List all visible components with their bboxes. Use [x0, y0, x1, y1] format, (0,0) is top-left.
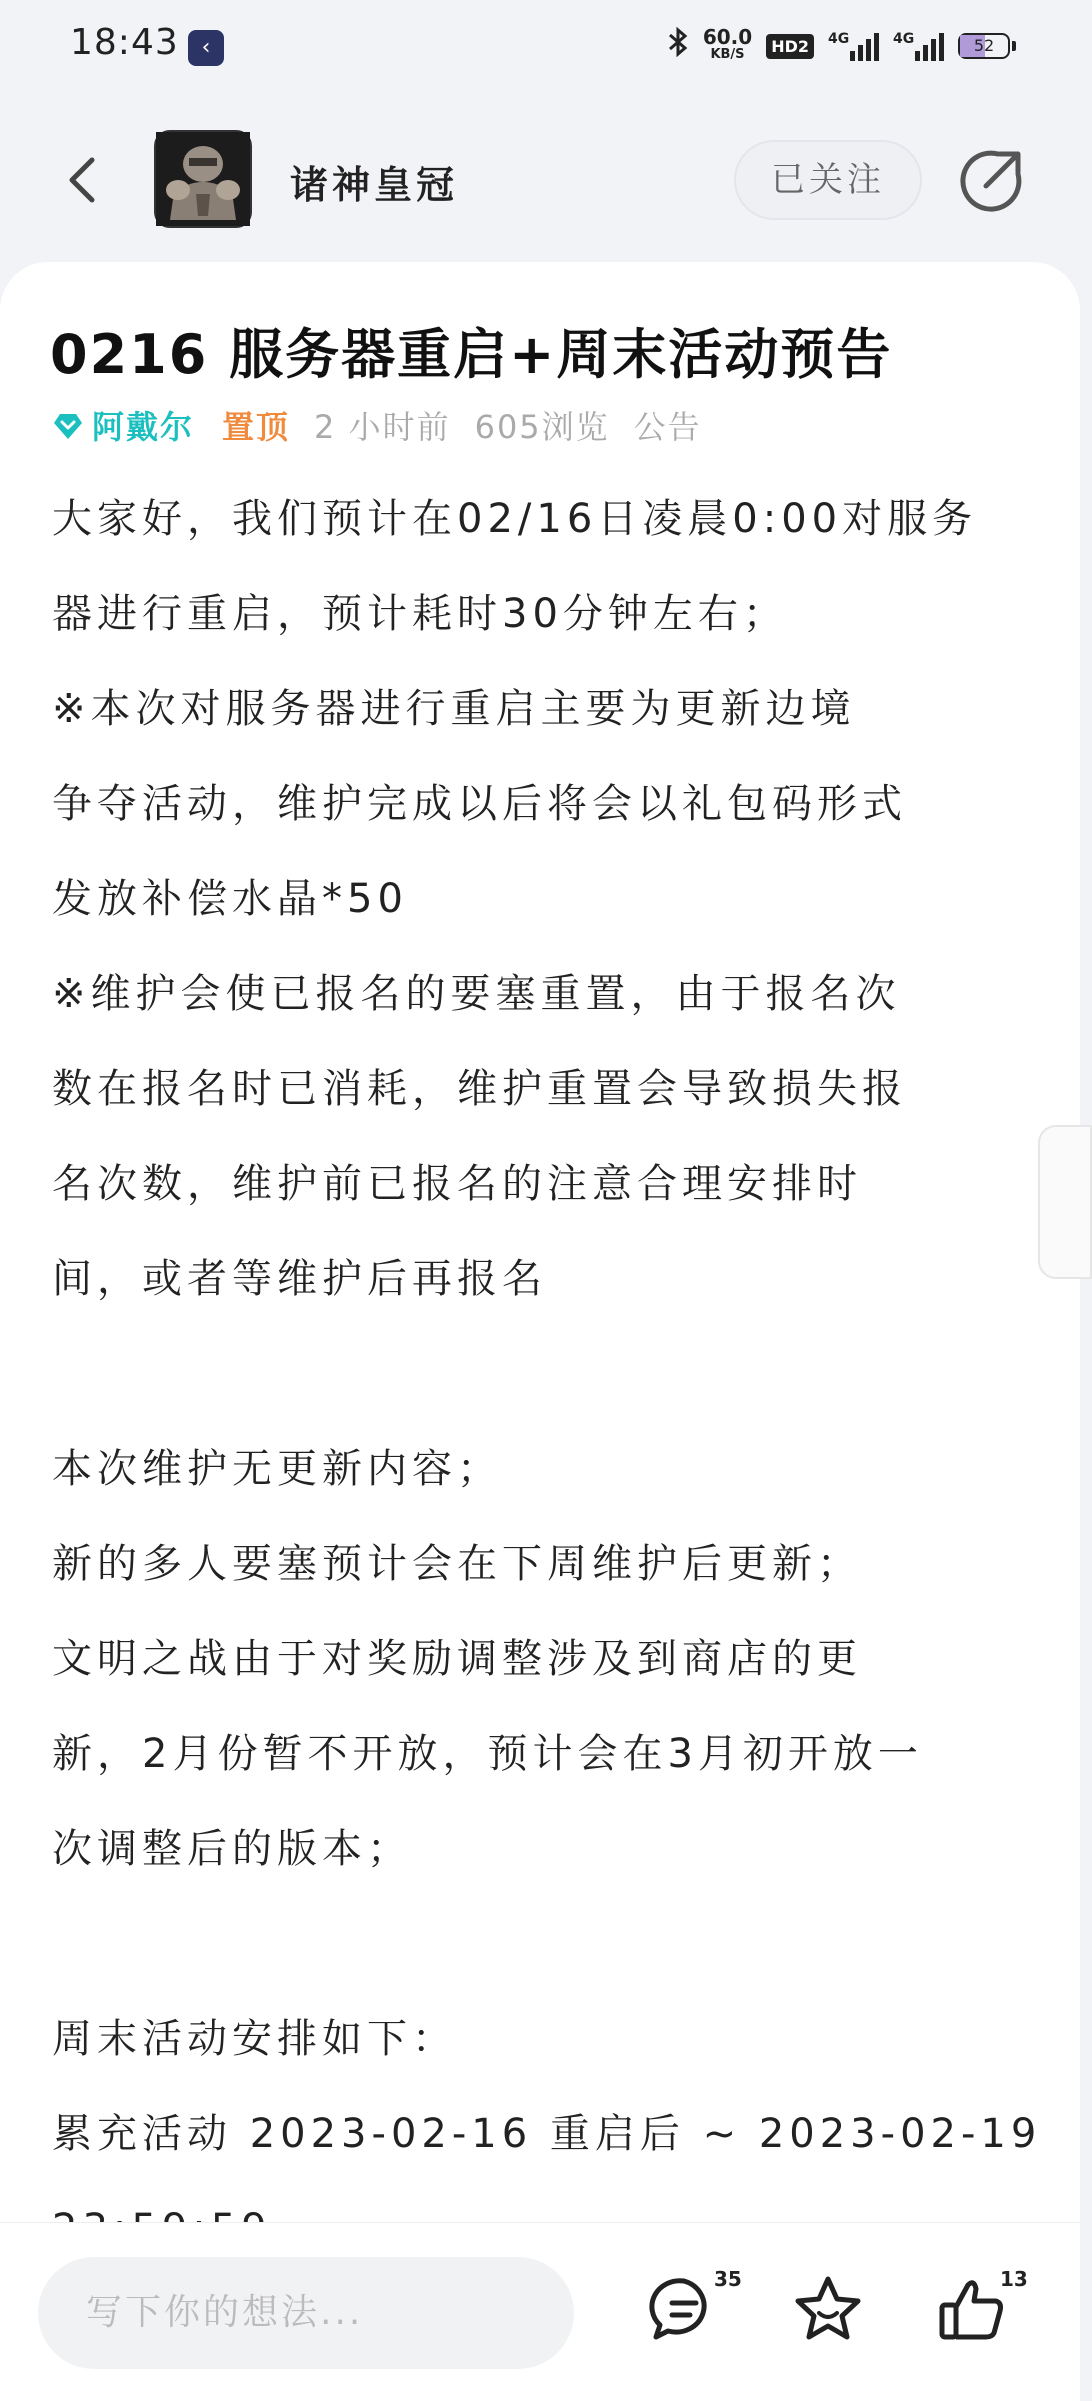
- post-body-line: ※本次对服务器进行重启主要为更新边境: [52, 686, 856, 732]
- post-body-line: 争夺活动，维护完成以后将会以礼包码形式: [52, 781, 907, 827]
- share-button[interactable]: [958, 146, 1026, 214]
- pinned-badge: 置顶: [222, 408, 291, 446]
- author-name[interactable]: 阿戴尔: [92, 408, 195, 446]
- network-speed: [702, 25, 753, 64]
- favorite-button[interactable]: [792, 2273, 864, 2345]
- post-time: 2 小时前: [314, 408, 451, 446]
- post-body-line: 器进行重启，预计耗时30分钟左右；: [52, 591, 788, 637]
- post-body-line: 大家好，我们预计在02/16日凌晨0:00对服务: [52, 496, 978, 542]
- comment-count: 35: [714, 2267, 742, 2291]
- network-speed-value: 60.0: [702, 25, 753, 49]
- bottom-action-bar: [0, 2222, 1080, 2401]
- like-button[interactable]: [936, 2273, 1008, 2345]
- post-body-line: 发放补偿水晶*50: [52, 876, 408, 922]
- post-body-line: 新，2月份暂不开放，预计会在3月初开放一: [52, 1731, 923, 1777]
- post-body-line: 文明之战由于对奖励调整涉及到商店的更: [52, 1636, 862, 1682]
- post-body-line: 数在报名时已消耗，维护重置会导致损失报: [52, 1066, 907, 1112]
- comment-input[interactable]: 写下你的想法...: [38, 2257, 574, 2369]
- post-body-line: 次调整后的版本；: [52, 1826, 412, 1872]
- comment-icon: [648, 2273, 720, 2345]
- signal-1-label: 4G: [828, 31, 850, 47]
- signal-2-label: 4G: [893, 31, 915, 47]
- bluetooth-icon: [667, 26, 689, 66]
- post-category: 公告: [633, 408, 702, 446]
- post-body-line: 周末活动安排如下：: [52, 2016, 457, 2062]
- post-body-line: ※维护会使已报名的要塞重置，由于报名次: [52, 971, 901, 1017]
- comment-button[interactable]: [648, 2273, 720, 2345]
- like-count: 13: [1000, 2267, 1028, 2291]
- post-content[interactable]: [0, 262, 1080, 2222]
- thumbs-up-icon: [936, 2273, 1008, 2345]
- verified-heart-icon: [50, 407, 86, 443]
- battery-level: 52: [973, 36, 995, 55]
- favorite-star-icon: [792, 2273, 864, 2345]
- post-body-line: 名次数，维护前已报名的注意合理安排时: [52, 1161, 862, 1207]
- post-title: 0216 服务器重启+周末活动预告: [50, 323, 893, 386]
- status-indicators: [667, 26, 1016, 66]
- post-body-line: 新的多人要塞预计会在下周维护后更新；: [52, 1541, 862, 1587]
- post-body-line: [52, 1327, 1042, 1422]
- notification-app-icon: ‹: [188, 30, 224, 66]
- post-body-line: 累充活动 2023-02-16 重启后 ~ 2023-02-19: [52, 2111, 1042, 2157]
- view-count: 605浏览: [474, 408, 610, 446]
- battery-icon: [958, 33, 1016, 59]
- back-icon: [54, 150, 114, 210]
- signal-2-icon: [893, 31, 944, 61]
- status-bar: [0, 0, 1080, 100]
- game-avatar[interactable]: [154, 130, 252, 228]
- share-icon: [958, 146, 1026, 214]
- armor-knight-icon: [156, 132, 250, 226]
- post-meta: [50, 402, 702, 448]
- post-body-line: [52, 1897, 1042, 1992]
- post-body: [52, 472, 1042, 2277]
- network-speed-unit: KB/S: [710, 47, 745, 62]
- post-body-line: 间，或者等维护后再报名: [52, 1256, 547, 1302]
- hd-voice-badge: HD2: [766, 34, 814, 59]
- side-drawer-handle[interactable]: [1038, 1125, 1092, 1279]
- top-nav: [0, 120, 1080, 240]
- signal-1-icon: [828, 31, 879, 61]
- back-button[interactable]: [54, 150, 114, 210]
- status-time: 18:43: [70, 22, 179, 63]
- follow-button[interactable]: 已关注: [734, 140, 922, 220]
- game-title[interactable]: 诸神皇冠: [290, 163, 459, 207]
- post-body-line: 本次维护无更新内容；: [52, 1446, 502, 1492]
